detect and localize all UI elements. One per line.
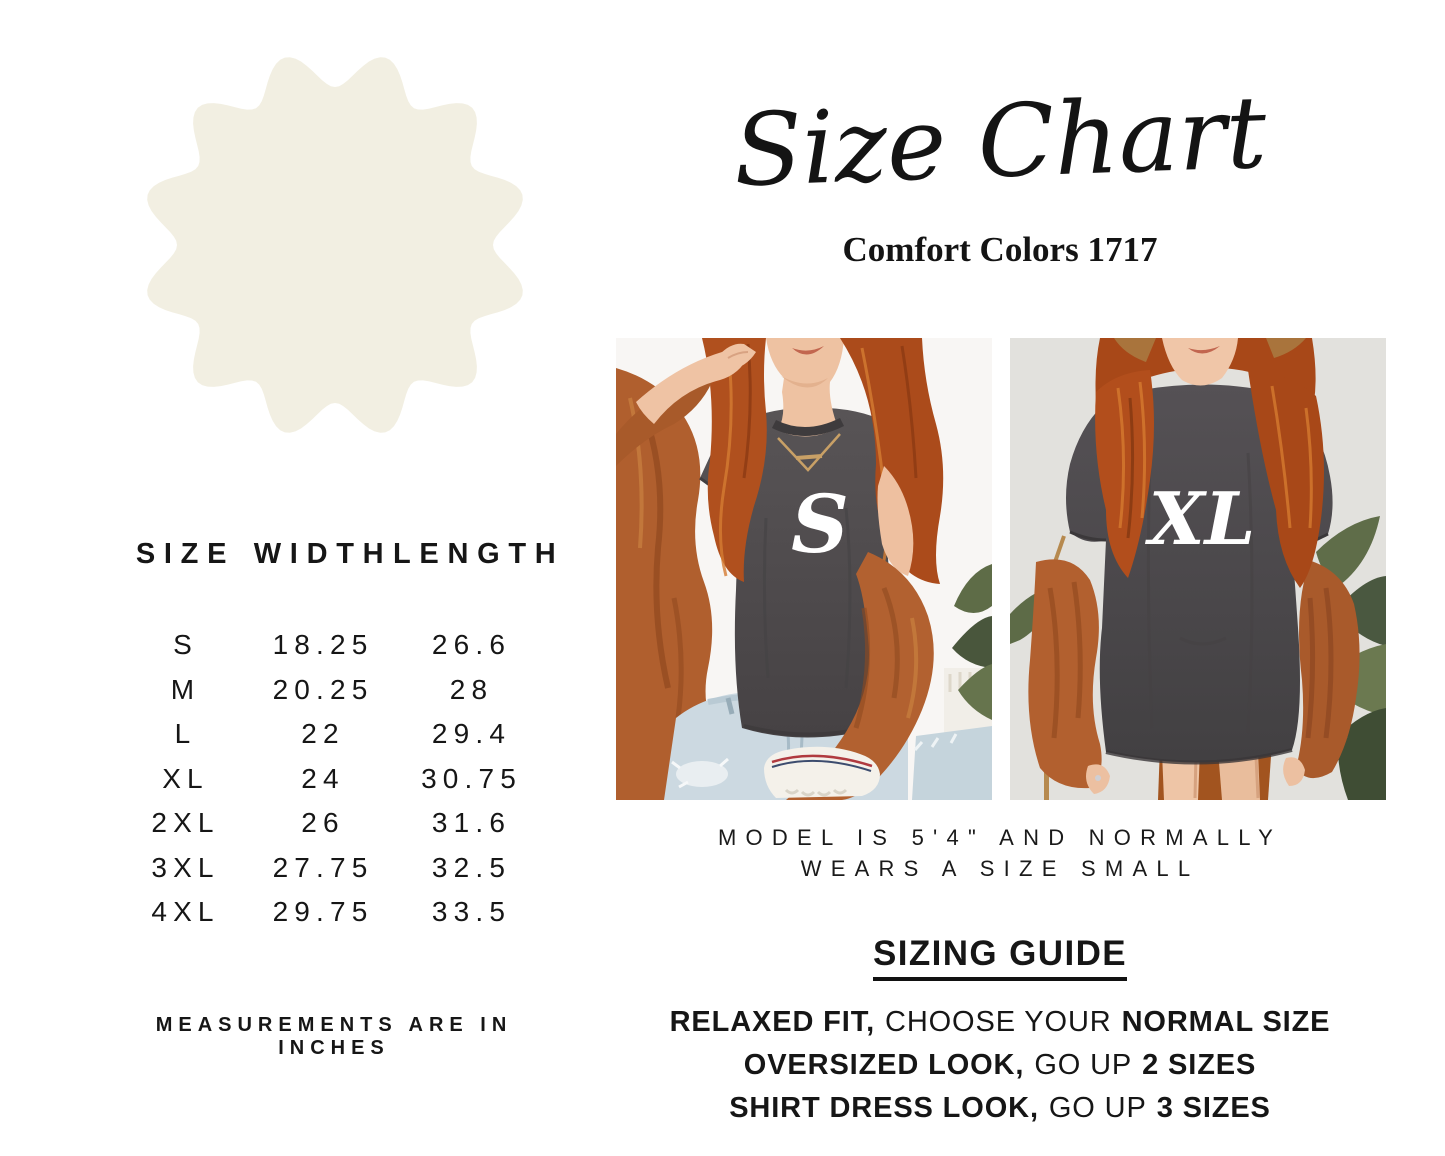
cell-width: 24: [301, 762, 345, 794]
cell-width: 29.75: [272, 896, 374, 927]
guide-bold-lead: SHIRT DRESS LOOK,: [729, 1092, 1039, 1124]
scalloped-blob-decoration: [138, 48, 532, 442]
tee-size-letter-xl: XL: [1148, 476, 1256, 561]
col-header-width: WIDTH: [253, 538, 393, 570]
size-table-body: [118, 623, 550, 935]
col-header-size: SIZE: [135, 538, 236, 570]
guide-bold-tail: 2 SIZES: [1142, 1049, 1257, 1081]
cell-length: 32.5: [431, 851, 512, 883]
cell-length: 28: [449, 673, 494, 705]
cell-size: XL: [162, 762, 209, 794]
cell-length: 33.5: [431, 896, 512, 927]
table-row: [118, 623, 550, 668]
cell-width: 18.25: [272, 629, 374, 660]
photo-model-size-s: [616, 338, 992, 800]
cell-size: 3XL: [151, 851, 220, 883]
cell-width: 22: [301, 718, 345, 749]
sizing-guide-section: [600, 934, 1400, 1130]
cell-size: S: [173, 629, 198, 660]
page-subtitle: Comfort Colors 1717: [842, 230, 1158, 269]
table-row: [118, 757, 550, 802]
guide-regular: CHOOSE YOUR: [885, 1006, 1112, 1038]
table-row: [118, 846, 550, 891]
guide-bold-tail: 3 SIZES: [1156, 1092, 1271, 1124]
model-caption-line2: WEARS A SIZE SMALL: [800, 856, 1200, 881]
tee-size-letter-s: S: [791, 477, 849, 571]
cell-size: M: [170, 673, 201, 705]
sizing-guide-lines: [600, 1001, 1400, 1130]
table-row: [118, 712, 550, 757]
cell-size: 4XL: [151, 896, 220, 927]
ring: [1095, 775, 1101, 781]
sizing-guide-heading: SIZING GUIDE: [873, 934, 1127, 981]
guide-bold-lead: RELAXED FIT,: [669, 1006, 875, 1038]
guide-regular: GO UP: [1048, 1092, 1147, 1124]
cell-length: 31.6: [431, 807, 512, 838]
measurements-note: MEASUREMENTS ARE IN INCHES: [155, 1014, 513, 1059]
guide-bold-lead: OVERSIZED LOOK,: [743, 1049, 1025, 1081]
col-header-length: LENGTH: [393, 538, 565, 570]
model-photos: [616, 338, 1386, 800]
cell-size: L: [174, 718, 197, 749]
cell-size: 2XL: [151, 807, 220, 838]
cell-width: 27.75: [272, 851, 374, 883]
cell-length: 30.75: [421, 762, 522, 794]
cell-width: 26: [301, 807, 345, 838]
blob-shape: [147, 57, 523, 433]
model-caption-line1: MODEL IS 5'4" AND NORMALLY: [717, 825, 1282, 850]
sizing-guide-line: [600, 1087, 1400, 1130]
sizing-guide-line: [600, 1001, 1400, 1044]
page-title: Size Chart: [731, 73, 1269, 210]
table-row: [118, 801, 550, 846]
size-table: [118, 538, 565, 935]
model-caption: [600, 822, 1400, 884]
photo-model-size-xl: [1010, 338, 1386, 800]
size-table-header: [118, 538, 565, 571]
guide-bold-tail: NORMAL SIZE: [1121, 1006, 1331, 1038]
cell-length: 26.6: [431, 629, 512, 660]
sizing-guide-line: [600, 1044, 1400, 1087]
table-row: [118, 890, 550, 935]
cell-length: 29.4: [431, 718, 512, 749]
guide-regular: GO UP: [1034, 1049, 1133, 1081]
cell-width: 20.25: [272, 673, 374, 705]
table-row: [118, 668, 550, 713]
